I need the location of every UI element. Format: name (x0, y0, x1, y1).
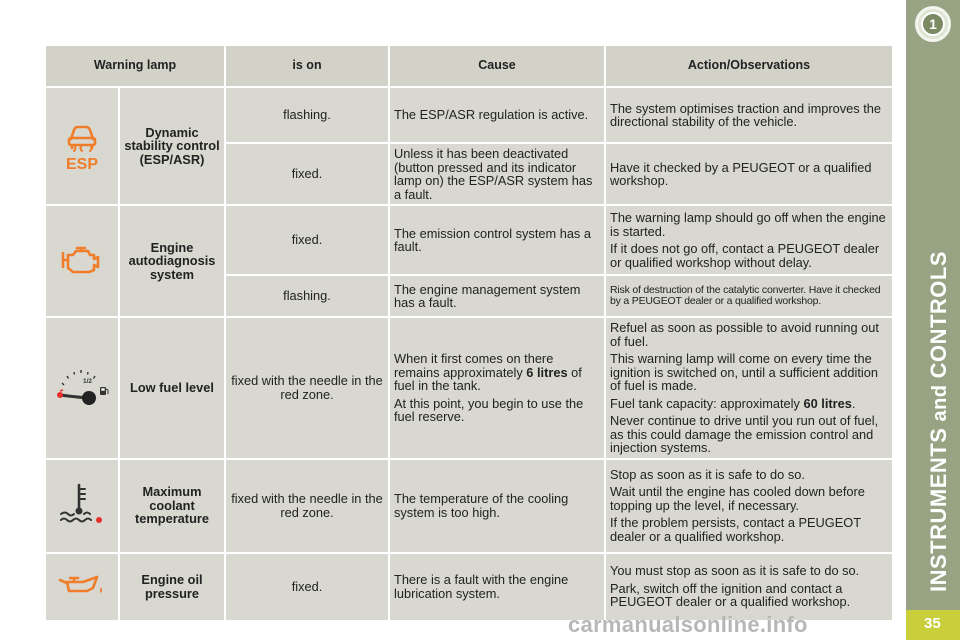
table-header-row (45, 45, 893, 87)
cause-cell: When it first comes on there remains approximately 6 litres of fuel in the tank. At this point, you begin to use the fuel reserve. (389, 317, 605, 459)
condition-cell: flashing. (225, 275, 389, 317)
engine-icon-cell (45, 205, 119, 317)
cause-cell: The temperature of the cooling system is too high. (389, 459, 605, 553)
table-row (45, 87, 893, 143)
svg-text:ESP: ESP (65, 155, 99, 171)
lamp-name-engine: Engine autodiagnosis system (119, 205, 225, 317)
lamp-name-esp: Dynamic stability control (ESP/ASR) (119, 87, 225, 205)
chapter-title: INSTRUMENTS and CONTROLS (926, 250, 951, 592)
oil-can-icon (57, 571, 107, 599)
engine-icon (59, 243, 105, 277)
cause-cell: There is a fault with the engine lubrication system. (389, 553, 605, 621)
condition-cell: fixed. (225, 553, 389, 621)
condition-cell: fixed. (225, 205, 389, 275)
action-cell: Risk of destruction of the catalytic converter. Have it checked by a PEUGEOT dealer or a qualified workshop. (605, 275, 893, 317)
action-cell: The warning lamp should go off when the engine is started. If it does not go off, contact a PEUGEOT dealer or qualified workshop without delay. (605, 205, 893, 275)
table-row (45, 553, 893, 621)
action-cell: Have it checked by a PEUGEOT or a qualified workshop. (605, 143, 893, 205)
cause-cell: The emission control system has a fault. (389, 205, 605, 275)
condition-cell: fixed with the needle in the red zone. (225, 459, 389, 553)
condition-cell: fixed with the needle in the red zone. (225, 317, 389, 459)
watermark: carmanualsonline.info (568, 612, 808, 637)
header-is-on: is on (225, 45, 389, 87)
condition-cell: flashing. (225, 87, 389, 143)
fuel-gauge-icon (52, 363, 112, 411)
cause-cell: The engine management system has a fault. (389, 275, 605, 317)
table-row (45, 459, 893, 553)
lamp-name-coolant: Maximum coolant temperature (119, 459, 225, 553)
chapter-number-badge: 1 (915, 6, 951, 42)
action-cell: The system optimises traction and improves the directional stability of the vehicle. (605, 87, 893, 143)
table-row (45, 205, 893, 275)
header-cause: Cause (389, 45, 605, 87)
action-cell: You must stop as soon as it is safe to do so. Park, switch off the ignition and contact a PEUGEOT dealer or a qualified workshop. (605, 553, 893, 621)
svg-text:1/2: 1/2 (83, 377, 93, 385)
header-action: Action/Observations (605, 45, 893, 87)
cause-cell: Unless it has been deactivated (button pressed and its indicator lamp on) the ESP/ASR system has a fault. (389, 143, 605, 205)
esp-icon-cell (45, 87, 119, 205)
lamp-name-fuel: Low fuel level (119, 317, 225, 459)
lamp-name-oil: Engine oil pressure (119, 553, 225, 621)
esp-icon (62, 119, 102, 171)
condition-cell: fixed. (225, 143, 389, 205)
coolant-icon-cell (45, 459, 119, 553)
warning-lamps-table (44, 44, 894, 622)
coolant-temperature-icon (57, 482, 107, 526)
action-cell: Stop as soon as it is safe to do so. Wait until the engine has cooled down before topping up the level, if necessary. If the problem persists, contact a PEUGEOT dealer or a qualified workshop. (605, 459, 893, 553)
page-number: 35 (924, 615, 941, 632)
action-cell: Refuel as soon as possible to avoid running out of fuel. This warning lamp will come on every time the ignition is switched on, until a sufficient addition of fuel is made. Fuel tank capacity: approximately 60 litres. Never continue to drive until you run out of fuel, as this could damage the emission control and injection systems. (605, 317, 893, 459)
oil-icon-cell (45, 553, 119, 621)
header-warning-lamp: Warning lamp (45, 45, 225, 87)
table-row (45, 317, 893, 459)
cause-cell: The ESP/ASR regulation is active. (389, 87, 605, 143)
fuel-icon-cell (45, 317, 119, 459)
